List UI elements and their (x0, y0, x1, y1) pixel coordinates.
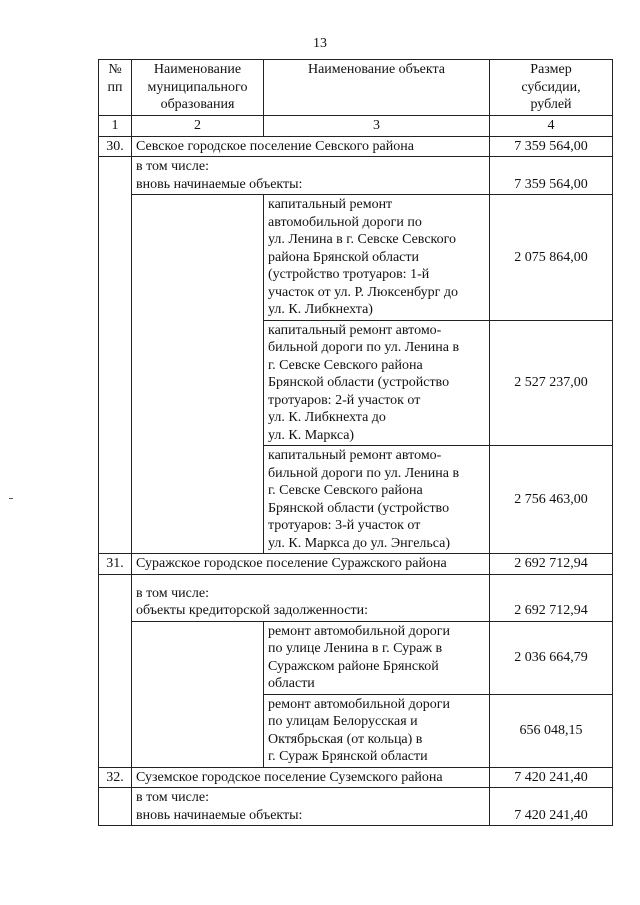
header-municipality: Наименование муниципального образования (132, 60, 264, 116)
object-amount: 656 048,15 (490, 694, 613, 767)
object-amount: 2 075 864,00 (490, 195, 613, 321)
col-number-1: 1 (99, 116, 132, 137)
object-amount: 2 036 664,79 (490, 621, 613, 694)
subsection-row (99, 574, 613, 621)
header-number: № пп (99, 60, 132, 116)
subsection-total: 2 692 712,94 (490, 574, 613, 621)
municipality-blank-cell (132, 621, 264, 767)
number-blank-cell (99, 574, 132, 767)
object-name: капитальный ремонт автомо- бильной дороги по ул. Ленина в г. Севске Севского района Брянской области (устройство тротуаров: 3-й участок от ул. К. Маркса до ул. Энгельса) (264, 446, 490, 554)
object-amount: 2 756 463,00 (490, 446, 613, 554)
subsection-row (99, 157, 613, 195)
object-name: капитальный ремонт автомобильной дороги по ул. Ленина в г. Севске Севского района Брянской области (устройство тротуаров: 1-й участок от ул. Р. Люксенбург до ул. К. Либкнехта) (264, 195, 490, 321)
section-row (99, 554, 613, 575)
section-number: 31. (99, 554, 132, 575)
municipality-blank-cell (132, 195, 264, 554)
subsection-label: в том числе: объекты кредиторской задолженности: (132, 574, 490, 621)
subsection-label: в том числе: вновь начинаемые объекты: (132, 788, 490, 826)
col-number-3: 3 (264, 116, 490, 137)
subsection-row (99, 788, 613, 826)
table-header-row (99, 60, 613, 116)
subsection-total: 7 420 241,40 (490, 788, 613, 826)
header-object: Наименование объекта (264, 60, 490, 116)
object-row (99, 621, 613, 694)
number-blank-cell (99, 157, 132, 554)
margin-mark (9, 498, 13, 499)
object-name: ремонт автомобильной дороги по улице Ленина в г. Сураж в Суражском районе Брянской области (264, 621, 490, 694)
object-name: капитальный ремонт автомо- бильной дороги по ул. Ленина в г. Севске Севского района Брянской области (устройство тротуаров: 2-й участок от ул. К. Либкнехта до ул. К. Маркса) (264, 320, 490, 446)
subsection-label: в том числе: вновь начинаемые объекты: (132, 157, 490, 195)
section-title: Севское городское поселение Севского района (132, 136, 490, 157)
page-number: 13 (313, 36, 327, 51)
section-total: 7 420 241,40 (490, 767, 613, 788)
section-total: 7 359 564,00 (490, 136, 613, 157)
col-number-2: 2 (132, 116, 264, 137)
col-number-4: 4 (490, 116, 613, 137)
section-number: 30. (99, 136, 132, 157)
section-total: 2 692 712,94 (490, 554, 613, 575)
column-numbers-row (99, 116, 613, 137)
subsection-total: 7 359 564,00 (490, 157, 613, 195)
subsidy-table (98, 59, 613, 826)
section-title: Суземское городское поселение Суземского района (132, 767, 490, 788)
number-blank-cell (99, 788, 132, 826)
object-amount: 2 527 237,00 (490, 320, 613, 446)
section-row (99, 767, 613, 788)
header-subsidy: Размер субсидии, рублей (490, 60, 613, 116)
section-title: Суражское городское поселение Суражского района (132, 554, 490, 575)
object-row (99, 195, 613, 321)
section-row (99, 136, 613, 157)
object-name: ремонт автомобильной дороги по улицам Белорусская и Октябрьская (от кольца) в г. Сураж Брянской области (264, 694, 490, 767)
section-number: 32. (99, 767, 132, 788)
